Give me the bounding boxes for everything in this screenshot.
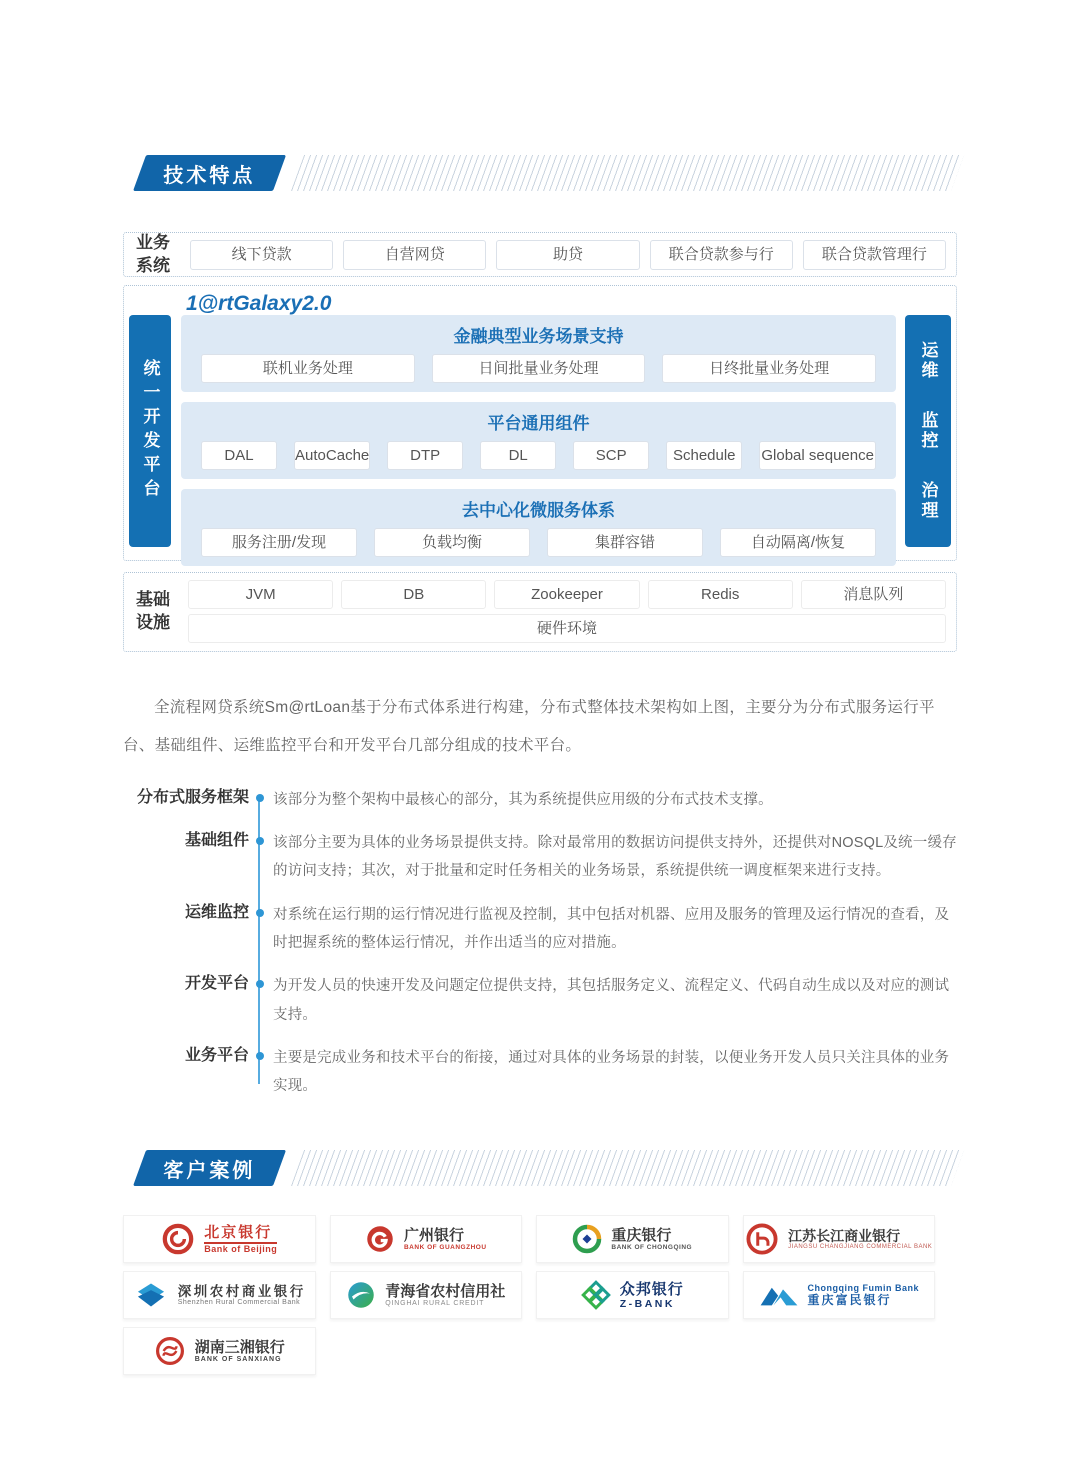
bank-name-en: Bank of Beijing (204, 1244, 278, 1255)
bank-name-en: Shenzhen Rural Commercial Bank (177, 1299, 301, 1307)
feature-item (123, 786, 957, 814)
bank-name-cn: 众邦银行 (619, 1280, 684, 1298)
ops-governance-bar (905, 315, 951, 547)
component-chip: 负载均衡 (374, 528, 530, 557)
bank-name-cn: 青海省农村信用社 (385, 1282, 506, 1300)
bank-of-guangzhou-icon (365, 1224, 395, 1254)
panel-chips (201, 354, 876, 383)
bank-of-sanxiang-icon (154, 1335, 186, 1367)
bank-name-cn: 北京银行 (204, 1224, 277, 1244)
bank-of-chongqing-icon (572, 1224, 602, 1254)
bank-name-en: Z-BANK (619, 1297, 675, 1310)
platform-logo-text: 1@rtGalaxy2.0 (186, 292, 332, 315)
infrastructure-top-row (188, 580, 946, 609)
hatch-stripes-decoration (291, 155, 964, 191)
panel-chips (201, 441, 876, 470)
feature-label: 开发平台 (184, 975, 249, 993)
infrastructure-label: 基础设施 (136, 589, 170, 632)
component-chip: Global sequence (759, 441, 876, 470)
logo-shenzhen-rural-commercial-bank (123, 1271, 316, 1319)
feature-text: 对系统在运行期的运行情况进行监视及控制，其中包括对机器、应用及服务的管理及运行情况的查看，及时把握系统的整体运行情况，并作出适当的应对措施。 (273, 906, 950, 951)
section-banner-cases (123, 1150, 957, 1186)
infrastructure-chips (188, 580, 946, 643)
panel-common-components (181, 402, 896, 479)
bank-name-cn: 江苏长江商业银行 (788, 1227, 901, 1244)
component-chip: SCP (573, 441, 649, 470)
timeline-dot-icon (249, 786, 273, 814)
unified-dev-platform-bar (129, 315, 171, 547)
governance-label: 治理 (918, 481, 938, 521)
panel-title: 金融典型业务场景支持 (453, 327, 624, 346)
business-systems-chips (190, 240, 946, 270)
fumin-bank-icon (759, 1283, 799, 1307)
infra-chip-hardware: 硬件环境 (188, 614, 946, 643)
feature-item (123, 829, 957, 886)
feature-label: 业务平台 (184, 1046, 249, 1064)
panel-business-scenarios (181, 315, 896, 392)
feature-item (123, 1044, 957, 1101)
infrastructure-row (123, 572, 957, 652)
timeline-dot-icon (249, 829, 273, 886)
component-chip: DL (480, 441, 556, 470)
infrastructure-bottom-row (188, 614, 946, 643)
component-chip: 服务注册/发现 (201, 528, 357, 557)
description-paragraph: 全流程网贷系统Sm@rtLoan基于分布式体系进行构建，分布式整体技术架构如上图，主要分为分布式服务运行平台、基础组件、运维监控平台和开发平台几部分组成的技术平台。 (123, 699, 935, 754)
business-system-item: 自营网贷 (343, 240, 486, 270)
component-chip: 日间批量业务处理 (432, 354, 646, 383)
bank-name-en: QINGHAI RURAL CREDIT (385, 1299, 485, 1307)
timeline-dot-icon (249, 901, 273, 958)
zbank-icon (581, 1280, 611, 1310)
logo-bank-of-beijing (123, 1215, 316, 1263)
timeline-dot-icon (249, 972, 273, 1029)
section-title: 技术特点 (163, 164, 256, 187)
component-chip: 集群容错 (547, 528, 703, 557)
feature-label: 基础组件 (184, 832, 249, 850)
feature-item (123, 901, 957, 958)
feature-label: 运维监控 (184, 903, 249, 921)
component-chip: 联机业务处理 (201, 354, 415, 383)
infra-chip: Zookeeper (494, 580, 639, 609)
panel-microservices (181, 489, 896, 566)
customer-logo-grid (123, 1215, 935, 1375)
bank-name-cn: 重庆银行 (611, 1226, 672, 1244)
panel-title: 平台通用组件 (487, 414, 590, 433)
component-chip: DTP (387, 441, 463, 470)
logo-bank-of-guangzhou (330, 1215, 523, 1263)
bank-name-cn: 重庆富民银行 (807, 1292, 892, 1307)
section-title: 客户案例 (163, 1159, 256, 1182)
business-system-item: 联合贷款参与行 (650, 240, 793, 270)
section-tag (133, 1150, 286, 1186)
qinghai-rural-credit-icon (346, 1280, 376, 1310)
logo-bank-of-sanxiang (123, 1327, 316, 1375)
bank-of-beijing-icon (161, 1222, 195, 1256)
feature-text: 该部分主要为具体的业务场景提供支持。除对最常用的数据访问提供支持外，还提供对NOSQL及统一缓存的访问支持；其次，对于批量和定时任务相关的业务场景，系统提供统一调度框架来进行支持。 (273, 835, 957, 880)
component-chip: 自动隔离/恢复 (720, 528, 876, 557)
component-chip: DAL (201, 441, 277, 470)
component-chip: 日终批量业务处理 (662, 354, 876, 383)
feature-list (123, 786, 957, 1100)
page-content (123, 155, 957, 1375)
ops-label: 运维 (918, 341, 938, 381)
hatch-stripes-decoration (291, 1150, 964, 1186)
bank-name-en: BANK OF CHONGQING (611, 1244, 693, 1252)
bank-name-en: BANK OF SANXIANG (194, 1355, 282, 1363)
feature-label: 分布式服务框架 (136, 788, 249, 806)
bank-name-cn: 湖南三湘银行 (194, 1338, 285, 1356)
timeline-dot-icon (249, 1044, 273, 1101)
monitoring-label: 监控 (918, 411, 938, 451)
logo-jiangsu-changjiang-bank (743, 1215, 936, 1263)
unified-dev-platform-label: 统一开发平台 (140, 359, 160, 503)
infra-chip: JVM (188, 580, 333, 609)
feature-item (123, 972, 957, 1029)
business-systems-label: 业务系统 (136, 232, 170, 275)
feature-text: 主要是完成业务和技术平台的衔接，通过对具体的业务场景的封装，以便业务开发人员只关注具体的业务实现。 (273, 1049, 950, 1095)
infra-chip: 消息队列 (801, 580, 946, 609)
section-tag (133, 155, 286, 191)
bank-name-cn: 广州银行 (403, 1226, 464, 1244)
component-chip: Schedule (666, 441, 742, 470)
panel-chips (201, 528, 876, 557)
bank-name-cn: 深圳农村商业银行 (177, 1283, 306, 1299)
architecture-panels (181, 315, 896, 551)
logo-chongqing-fumin-bank (743, 1271, 936, 1319)
feature-text: 为开发人员的快速开发及问题定位提供支持，其包括服务定义、流程定义、代码自动生成以及对应的测试支持。 (273, 978, 950, 1023)
architecture-diagram (123, 285, 957, 561)
logo-zbank (536, 1271, 729, 1319)
logo-qinghai-rural-credit (330, 1271, 523, 1319)
shenzhen-rcb-icon (133, 1281, 169, 1309)
jiangsu-changjiang-icon (745, 1222, 779, 1256)
panel-title: 去中心化微服务体系 (462, 501, 615, 520)
bank-name-en: JIANGSU CHANGJIANG COMMERCIAL BANK (788, 1243, 933, 1250)
feature-text: 该部分为整个架构中最核心的部分，其为系统提供应用级的分布式技术支撑。 (273, 791, 773, 808)
bank-name-en: Chongqing Fumin Bank (807, 1283, 919, 1294)
section-banner-tech (123, 155, 957, 191)
component-chip: AutoCache (294, 441, 370, 470)
infra-chip: DB (341, 580, 486, 609)
infra-chip: Redis (648, 580, 793, 609)
business-system-item: 线下贷款 (190, 240, 333, 270)
business-system-item: 联合贷款管理行 (803, 240, 946, 270)
business-system-item: 助贷 (496, 240, 639, 270)
bank-name-en: BANK OF GUANGZHOU (403, 1244, 487, 1252)
business-systems-row (123, 232, 957, 277)
logo-bank-of-chongqing (536, 1215, 729, 1263)
